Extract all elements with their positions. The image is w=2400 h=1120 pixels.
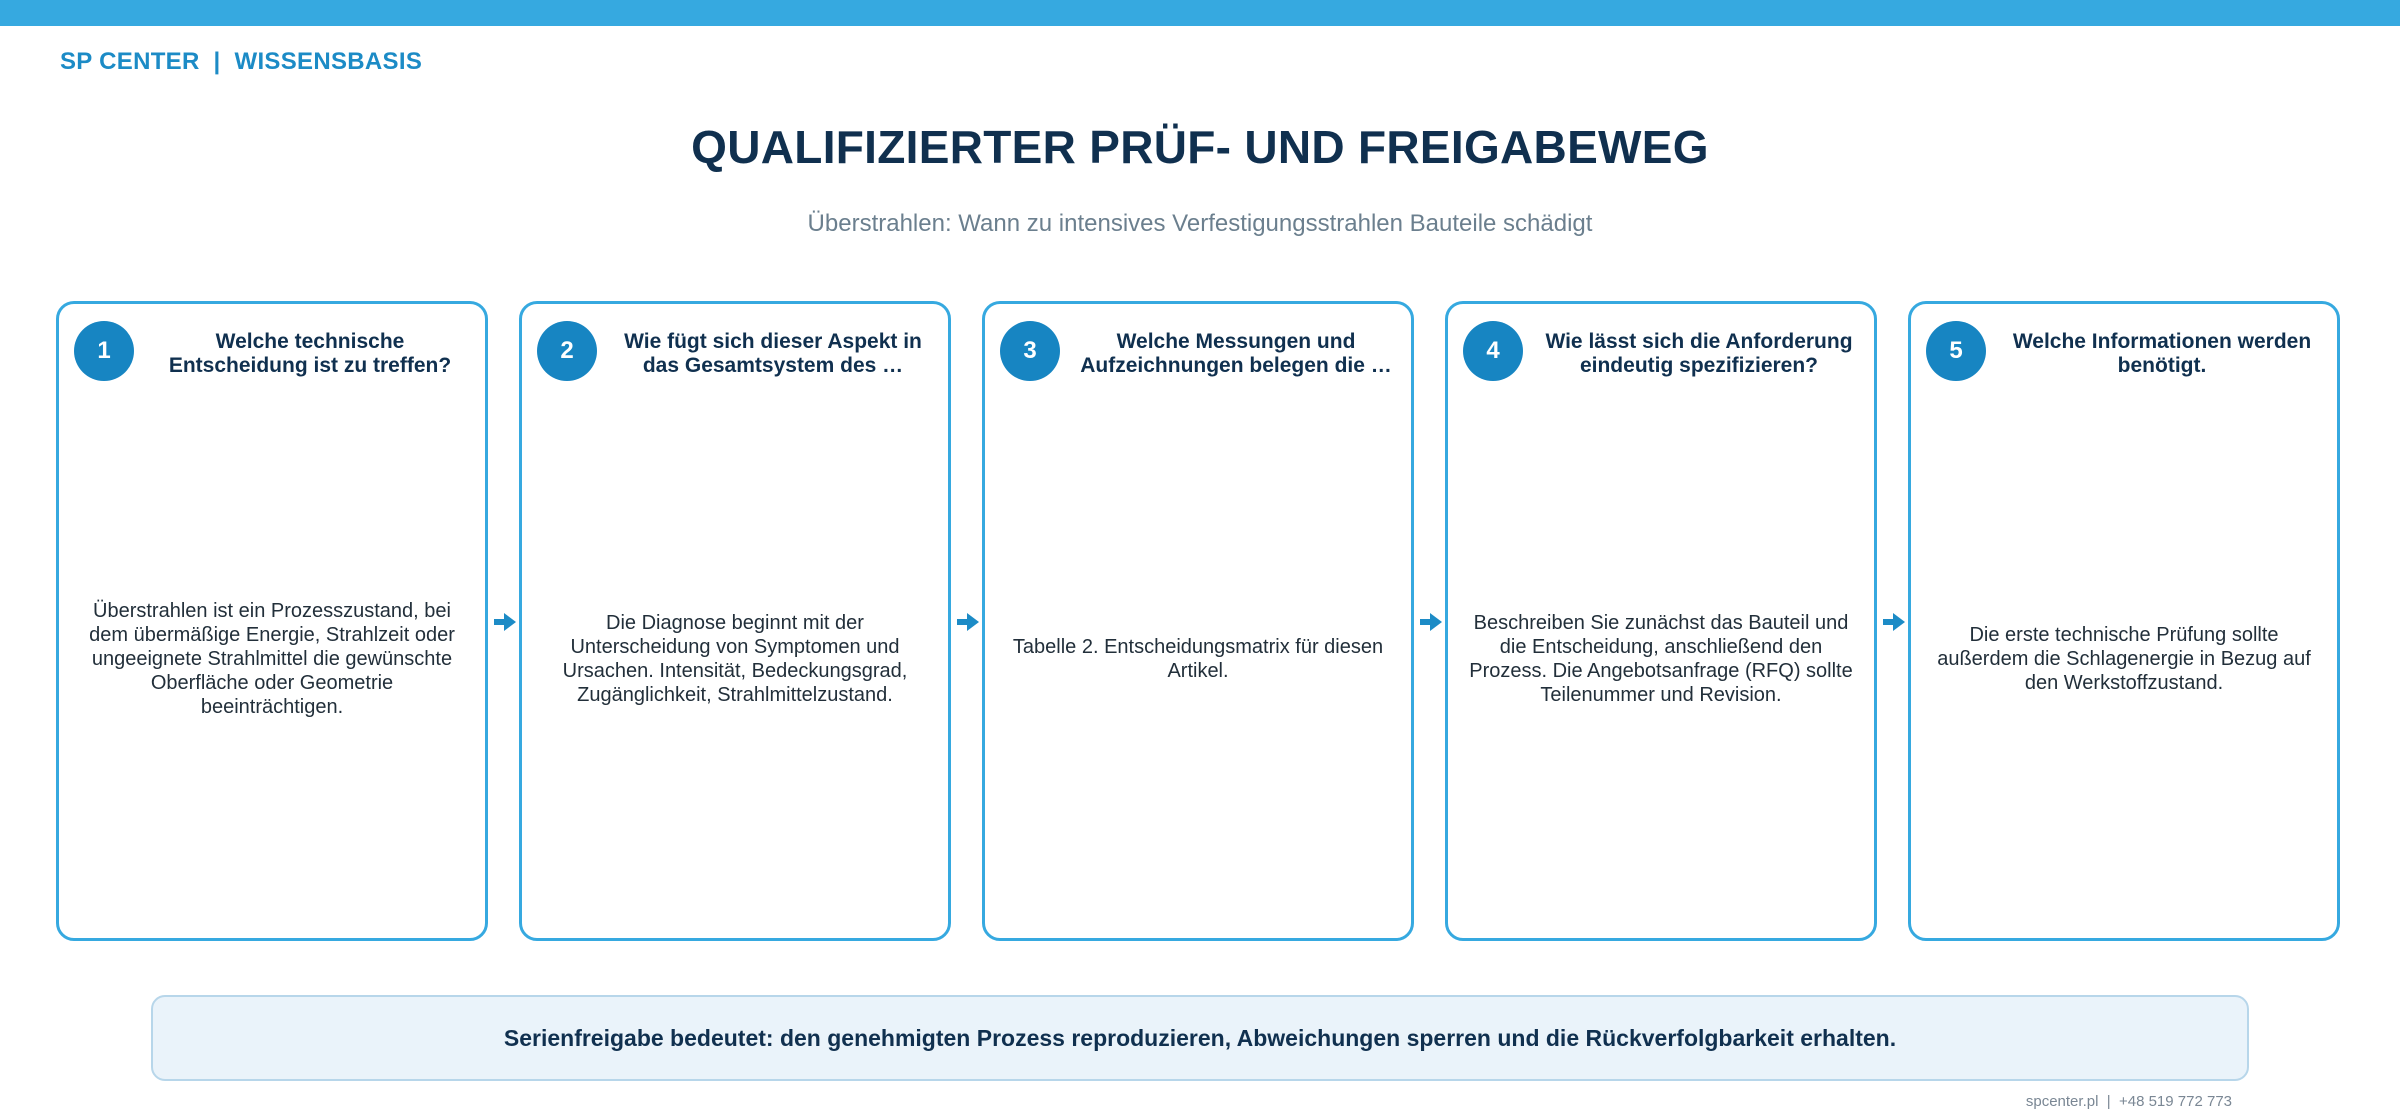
step-question: Wie fügt sich dieser Aspekt in das Gesamtsystem des …: [624, 330, 922, 377]
step-number-badge: 2: [537, 321, 597, 381]
step-text: Die erste technische Prüfung sollte außerdem die Schlagenergie in Bezug auf den Werkstoffzustand.: [1937, 624, 2311, 694]
step-card-4: [1445, 301, 1877, 941]
page-subtitle: Überstrahlen: Wann zu intensives Verfestigungsstrahlen Bauteile schädigt: [807, 210, 1593, 237]
step-text: Die Diagnose beginnt mit der Unterscheidung von Symptomen und Ursachen. Intensität, Bedeckungsgrad, Zugänglichkeit, Strahlmittelzustand.: [562, 612, 908, 706]
top-accent-bar: [0, 0, 2400, 26]
step-question: Welche Messungen und Aufzeichnungen belegen die …: [1080, 330, 1392, 377]
step-card-5: [1908, 301, 2340, 941]
step-card-3: [982, 301, 1414, 941]
footer-contact: spcenter.pl | +48 519 772 773: [2025, 1093, 2232, 1110]
step-card-1: [56, 301, 488, 941]
step-number-badge: 1: [74, 321, 134, 381]
step-question: Welche technische Entscheidung ist zu treffen?: [168, 330, 452, 377]
callout-box: Serienfreigabe bedeutet: den genehmigten Prozess reproduzieren, Abweichungen sperren und die Rückverfolgbarkeit erhalten.: [151, 995, 2249, 1081]
step-text: Überstrahlen ist ein Prozesszustand, bei dem übermäßige Energie, Strahlzeit oder ungeeignete Strahlmittel die gewünschte Oberfläche oder Geometrie beeinträchtigen.: [89, 600, 455, 718]
arrow-right-icon: [1883, 610, 1905, 634]
step-question: Wie lässt sich die Anforderung eindeutig spezifizieren?: [1545, 330, 1853, 377]
step-number-badge: 4: [1463, 321, 1523, 381]
step-card-2: [519, 301, 951, 941]
step-number-badge: 5: [1926, 321, 1986, 381]
arrow-right-icon: [1420, 610, 1442, 634]
page-title: QUALIFIZIERTER PRÜF- UND FREIGABEWEG: [691, 121, 1709, 173]
step-number-badge: 3: [1000, 321, 1060, 381]
step-text: Tabelle 2. Entscheidungsmatrix für diesen Artikel.: [1012, 636, 1384, 682]
brand-label: SP CENTER | WISSENSBASIS: [60, 48, 423, 75]
arrow-right-icon: [494, 610, 516, 634]
arrow-right-icon: [957, 610, 979, 634]
step-question: Welche Informationen werden benötigt.: [2012, 330, 2312, 377]
step-text: Beschreiben Sie zunächst das Bauteil und die Entscheidung, anschließend den Prozess. Die Angebotsanfrage (RFQ) sollte Teilenummer und Revision.: [1469, 612, 1853, 706]
